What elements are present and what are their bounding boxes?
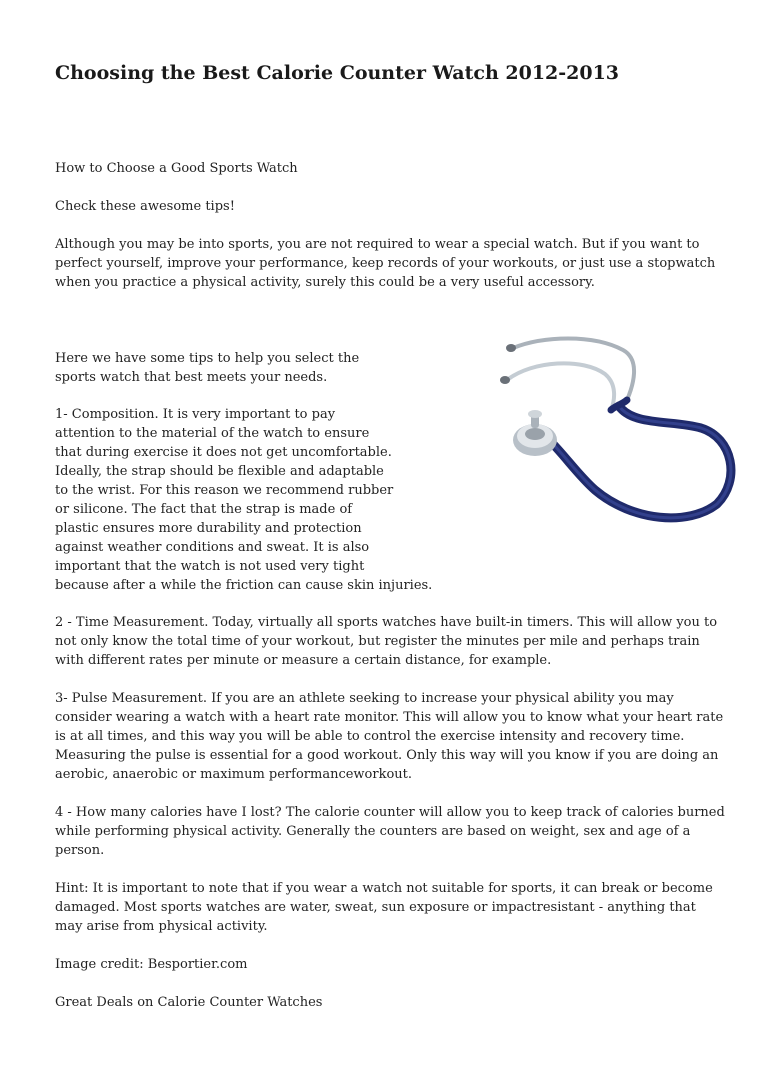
document-page [55,0,725,1087]
intro-paragraph [55,235,717,292]
text-line: 1- Composition. It is very important to pay [55,407,336,422]
stethoscope-image [483,330,755,530]
text-line: against weather conditions and sweat. It is also [55,540,370,555]
text-line: is at all times, and this way you will be able to control the exercise intensity and recovery time. [55,729,685,744]
text-line: Ideally, the strap should be flexible and adaptable [55,464,384,479]
text-line: attention to the material of the watch to ensure [55,426,370,441]
text-line: Although you may be into sports, you are not required to wear a special watch. But if you want to [55,237,700,252]
text-line: 4 - How many calories have I lost? The calorie counter will allow you to keep track of calories burned [55,805,725,820]
text-line: plastic ensures more durability and protection [55,521,362,536]
text-line: or silicone. The fact that the strap is made of [55,502,353,517]
text-line: to the wrist. For this reason we recommend rubber [55,483,394,498]
hint-paragraph [55,879,717,936]
text-line: not only know the total time of your workout, but register the minutes per mile and perhaps train [55,634,700,649]
document-title: Choosing the Best Calorie Counter Watch 2012-2013 [55,62,620,84]
text-line: Here we have some tips to help you select the [55,351,360,366]
tips-lead-paragraph [55,349,435,387]
text-line: Hint: It is important to note that if you wear a watch not suitable for sports, it can break or become [55,881,713,896]
text-line: because after a while the friction can cause skin injuries. [55,578,433,593]
time-measurement-paragraph [55,613,717,670]
composition-paragraph [55,405,435,595]
text-line: sports watch that best meets your needs. [55,370,328,385]
text-line: person. [55,843,105,858]
text-line: 2 - Time Measurement. Today, virtually all sports watches have built-in timers. This will allow you to [55,615,718,630]
text-line: damaged. Most sports watches are water, sweat, sun exposure or impactresistant - anything that [55,900,696,915]
stethoscope-icon [483,330,755,530]
text-line: 3- Pulse Measurement. If you are an athlete seeking to increase your physical ability you may [55,691,674,706]
text-line: may arise from physical activity. [55,919,268,934]
text-line: that during exercise it does not get uncomfortable. [55,445,392,460]
subtitle: How to Choose a Good Sports Watch [55,161,298,176]
text-line: aerobic, anaerobic or maximum performanceworkout. [55,767,413,782]
text-line: perfect yourself, improve your performance, keep records of your workouts, or just use a stopwatch [55,256,716,271]
image-credit: Image credit: Besportier.com [55,957,248,972]
text-line: Measuring the pulse is essential for a good workout. Only this way will you know if you are doing an [55,748,719,763]
text-line: while performing physical activity. Generally the counters are based on weight, sex and age of a [55,824,691,839]
text-line: with different rates per minute or measure a certain distance, for example. [55,653,552,668]
tips-intro: Check these awesome tips! [55,199,235,214]
deals-heading: Great Deals on Calorie Counter Watches [55,995,323,1010]
text-line: when you practice a physical activity, surely this could be a very useful accessory. [55,275,595,290]
text-line: important that the watch is not used very tight [55,559,365,574]
text-line: consider wearing a watch with a heart rate monitor. This will allow you to know what your heart rate [55,710,724,725]
calories-paragraph [55,803,725,860]
pulse-measurement-paragraph [55,689,724,784]
